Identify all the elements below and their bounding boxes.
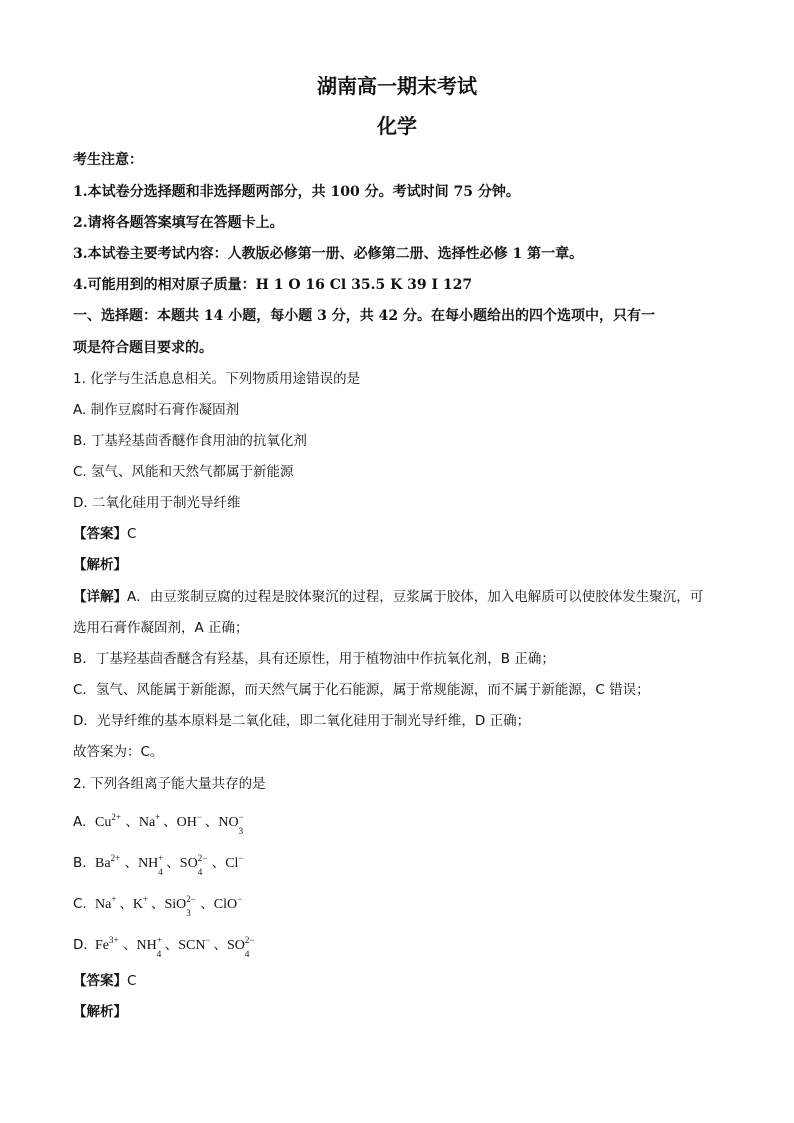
q2-option-d bbox=[73, 935, 259, 959]
ion-formula: NO − 3 bbox=[218, 812, 244, 836]
ion-formula: Na + bbox=[95, 894, 117, 912]
separator: 、 bbox=[163, 814, 177, 830]
q1-option-a: A. 制作豆腐时石膏作凝固剂 bbox=[73, 402, 240, 418]
option-label: A. bbox=[73, 814, 87, 830]
ion-formula: SO 2− 4 bbox=[179, 853, 208, 877]
q1-detail-line1: 【详解】A．由豆浆制豆腐的过程是胶体聚沉的过程，豆浆属于胶体，加入电解质可以使胶体发生聚沉，可 bbox=[73, 589, 704, 605]
q1-detail-line6: 故答案为：C。 bbox=[73, 744, 164, 760]
q2-answer bbox=[73, 971, 136, 991]
section-heading-line1: 一、选择题：本题共 14 小题，每小题 3 分，共 42 分。在每小题给出的四个选项中，只有一 bbox=[73, 308, 655, 324]
ion-formula: K + bbox=[132, 894, 149, 912]
ion-formula: ClO − bbox=[213, 894, 243, 912]
section-heading-line2: 项是符合题目要求的。 bbox=[73, 340, 213, 356]
q1-analysis bbox=[73, 555, 127, 575]
separator: 、 bbox=[164, 937, 179, 953]
notice-item-2: 2.请将各题答案填写在答题卡上。 bbox=[73, 215, 284, 231]
separator: 、 bbox=[125, 814, 139, 830]
ion-formula: Ba 2+ bbox=[95, 853, 121, 871]
analysis-tag: 【解析】 bbox=[73, 1004, 127, 1020]
q1-stem: 1. 化学与生活息息相关。下列物质用途错误的是 bbox=[73, 371, 361, 387]
answer-value: C bbox=[127, 973, 137, 989]
option-label: C. bbox=[73, 896, 87, 912]
q2-option-b bbox=[73, 853, 246, 877]
ion-formula: NH + 4 bbox=[138, 853, 164, 877]
exam-title: 湖南高一期末考试 bbox=[317, 74, 477, 98]
ion-formula: SO 2− 4 bbox=[226, 935, 255, 959]
separator: 、 bbox=[119, 896, 133, 912]
q1-detail-line5: D．光导纤维的基本原料是二氧化硅，即二氧化硅用于制光导纤维，D 正确； bbox=[73, 713, 531, 729]
q1-option-b: B. 丁基羟基茴香醚作食用油的抗氧化剂 bbox=[73, 433, 307, 449]
notice-item-1: 1.本试卷分选择题和非选择题两部分，共 100 分。考试时间 75 分钟。 bbox=[73, 184, 520, 200]
ion-formula: Na + bbox=[138, 812, 161, 830]
q1-answer bbox=[73, 524, 136, 544]
ion-formula: Cl − bbox=[225, 853, 244, 871]
ion-formula: OH − bbox=[176, 812, 202, 830]
analysis-tag: 【解析】 bbox=[73, 557, 127, 573]
separator: 、 bbox=[204, 814, 219, 830]
q2-stem: 2. 下列各组离子能大量共存的是 bbox=[73, 776, 266, 792]
q2-option-c bbox=[73, 894, 245, 918]
answer-value: C bbox=[127, 526, 137, 542]
notice-heading: 考生注意： bbox=[73, 152, 143, 168]
option-label: D. bbox=[73, 937, 88, 953]
separator: 、 bbox=[150, 896, 165, 912]
separator: 、 bbox=[213, 937, 227, 953]
separator: 、 bbox=[123, 937, 137, 953]
q1-detail-line2: 选用石膏作凝固剂，A 正确； bbox=[73, 620, 249, 636]
ion-formula: Cu 2+ bbox=[95, 812, 121, 830]
q1-option-d: D. 二氧化硅用于制光导纤维 bbox=[73, 495, 241, 511]
ion-formula: Fe 3+ bbox=[95, 935, 119, 953]
ion-formula: NH + 4 bbox=[136, 935, 162, 959]
q1-detail-line4: C．氢气、风能属于新能源，而天然气属于化石能源，属于常规能源，而不属于新能源，C 错误； bbox=[73, 682, 650, 698]
separator: 、 bbox=[124, 855, 139, 871]
q2-analysis bbox=[73, 1002, 127, 1022]
detail-tag: 【详解】 bbox=[73, 589, 127, 605]
q1-option-c: C. 氢气、风能和天然气都属于新能源 bbox=[73, 464, 294, 480]
separator: 、 bbox=[200, 896, 214, 912]
ion-formula: SiO 2− 3 bbox=[164, 894, 196, 918]
notice-item-3: 3.本试卷主要考试内容：人教版必修第一册、必修第二册、选择性必修 1 第一章。 bbox=[73, 246, 584, 262]
answer-tag: 【答案】 bbox=[73, 526, 127, 542]
q2-option-a bbox=[73, 812, 247, 836]
separator: 、 bbox=[211, 855, 226, 871]
notice-item-4: 4.可能用到的相对原子质量：H 1 O 16 Cl 35.5 K 39 I 127 bbox=[73, 277, 473, 293]
q1-detail-line3: B．丁基羟基茴香醚含有羟基，具有还原性，用于植物油中作抗氧化剂，B 正确； bbox=[73, 651, 555, 667]
separator: 、 bbox=[166, 855, 180, 871]
option-label: B. bbox=[73, 855, 87, 871]
answer-tag: 【答案】 bbox=[73, 973, 127, 989]
exam-subject: 化学 bbox=[377, 114, 417, 138]
ion-formula: SCN − bbox=[178, 935, 211, 953]
